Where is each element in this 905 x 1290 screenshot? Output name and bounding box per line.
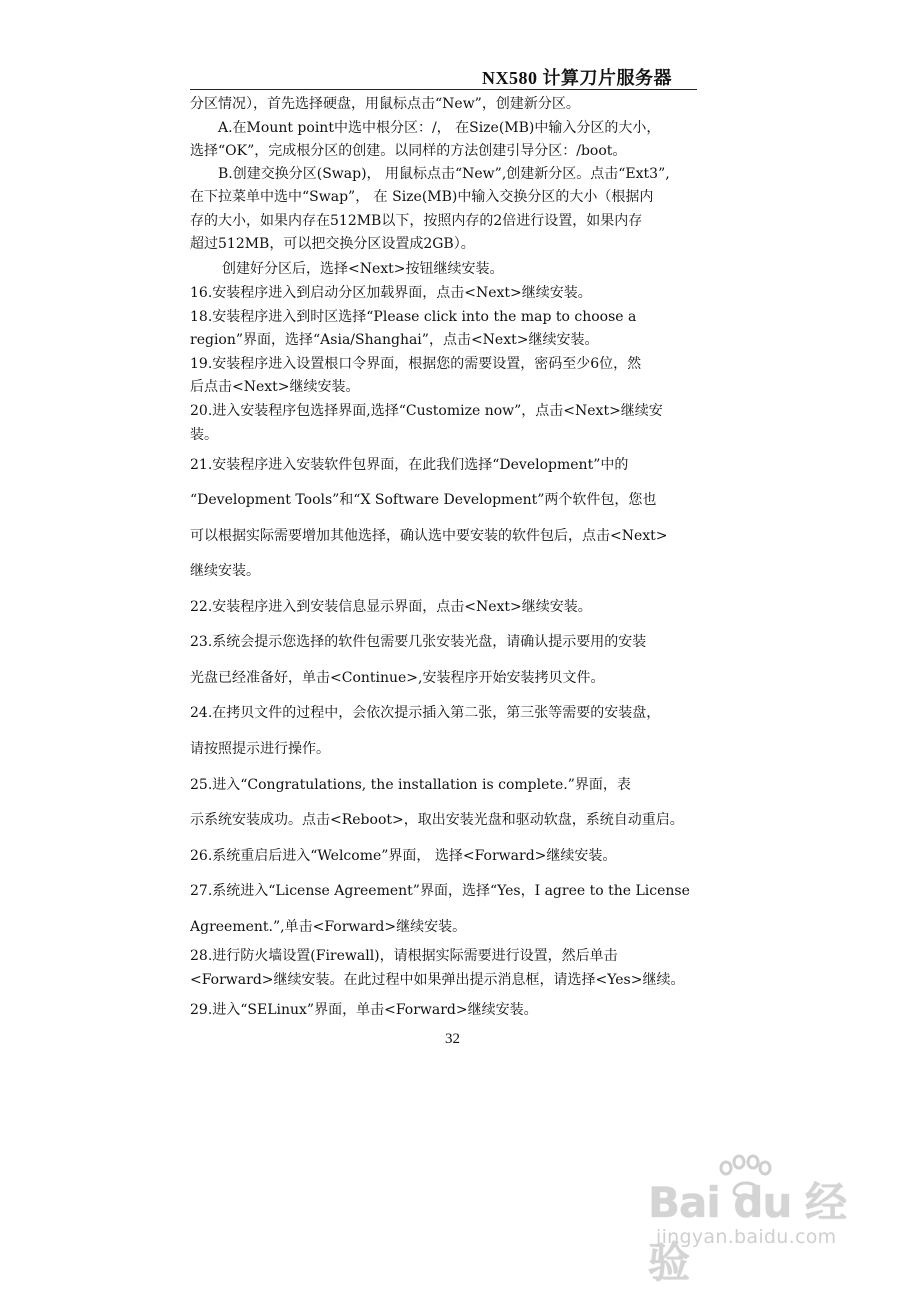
body-line: 存的大小，如果内存在512MB以下，按照内存的2倍进行设置，如果内存 — [190, 213, 643, 229]
body-line: “Development Tools”和“X Software Development”两个软件包，您也 — [190, 492, 657, 508]
body-line: 可以根据实际需要增加其他选择，确认选中要安装的软件包后，点击<Next> — [190, 528, 668, 544]
watermark-url: jingyan.baidu.com — [656, 1226, 837, 1248]
body-line: 装。 — [190, 427, 218, 443]
body-line: A.在Mount point中选中根分区：/， 在Size(MB)中输入分区的大小， — [218, 120, 661, 136]
watermark-logo-text: Bai du 经验 — [648, 1178, 846, 1287]
header-divider — [190, 89, 697, 90]
body-line: 在下拉菜单中选中“Swap”， 在 Size(MB)中输入交换分区的大小（根据内 — [190, 189, 654, 205]
body-line: 27.系统进入“License Agreement”界面，选择“Yes，I agree to the License — [190, 883, 690, 899]
body-line: Agreement.”,单击<Forward>继续安装。 — [190, 919, 467, 935]
body-line: 继续安装。 — [190, 563, 260, 579]
paw-icon — [714, 1154, 776, 1198]
body-line: 示系统安装成功。点击<Reboot>，取出安装光盘和驱动软盘，系统自动重启。 — [190, 812, 684, 828]
body-line: 请按照提示进行操作。 — [190, 741, 330, 757]
body-line: 16.安装程序进入到启动分区加载界面，点击<Next>继续安装。 — [190, 285, 592, 301]
body-line: 光盘已经准备好，单击<Continue>,安装程序开始安装拷贝文件。 — [190, 670, 605, 686]
body-line: 选择“OK”，完成根分区的创建。以同样的方法创建引导分区：/boot。 — [190, 143, 627, 159]
body-line: 分区情况），首先选择硬盘，用鼠标点击“New”，创建新分区。 — [190, 96, 580, 112]
body-line: 创建好分区后，选择<Next>按钮继续安装。 — [222, 261, 504, 277]
body-line: 后点击<Next>继续安装。 — [190, 379, 360, 395]
body-line: 23.系统会提示您选择的软件包需要几张安装光盘，请确认提示要用的安装 — [190, 634, 647, 650]
body-line: 24.在拷贝文件的过程中，会依次提示插入第二张，第三张等需要的安装盘， — [190, 705, 661, 721]
baidu-jingyan-watermark — [640, 1150, 880, 1287]
body-line: B.创建交换分区(Swap)， 用鼠标点击“New”,创建新分区。点击“Ext3”, — [218, 166, 670, 182]
body-line: 20.进入安装程序包选择界面,选择“Customize now”，点击<Next>继续安 — [190, 403, 663, 419]
body-line: 29.进入“SELinux”界面，单击<Forward>继续安装。 — [190, 1002, 538, 1018]
page-header-title: NX580 计算刀片服务器 — [482, 68, 672, 88]
body-line: 超过512MB，可以把交换分区设置成2GB）。 — [190, 236, 475, 252]
body-line: <Forward>继续安装。在此过程中如果弹出提示消息框，请选择<Yes>继续。 — [190, 972, 685, 988]
body-line: 25.进入“Congratulations, the installation is complete.”界面，表 — [190, 777, 631, 793]
body-line: region”界面，选择“Asia/Shanghai”，点击<Next>继续安装。 — [190, 332, 599, 348]
body-line: 28.进行防火墙设置(Firewall)，请根据实际需要进行设置，然后单击 — [190, 948, 618, 964]
body-line: 26.系统重启后进入“Welcome”界面， 选择<Forward>继续安装。 — [190, 848, 617, 864]
page-number: 32 — [445, 1031, 460, 1047]
body-line: 21.安装程序进入安装软件包界面，在此我们选择“Development”中的 — [190, 457, 629, 473]
body-line: 22.安装程序进入到安装信息显示界面，点击<Next>继续安装。 — [190, 599, 592, 615]
body-line: 18.安装程序进入到时区选择“Please click into the map to choose a — [190, 309, 637, 325]
body-line: 19.安装程序进入设置根口令界面，根据您的需要设置，密码至少6位，然 — [190, 356, 642, 372]
